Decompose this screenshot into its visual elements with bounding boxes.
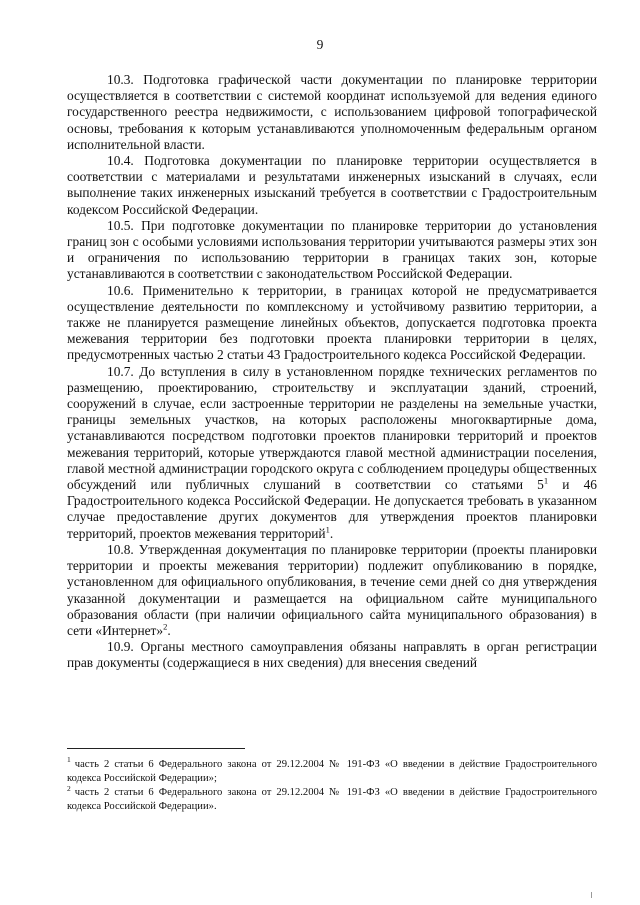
- paragraph-10-3: [67, 72, 597, 153]
- page-number: 9: [316, 37, 324, 52]
- paragraph-text: 10.9. Органы местного самоуправления обязаны направлять в орган регистрации прав документы (содержащиеся в них сведения) для внесения сведений: [67, 639, 597, 671]
- paragraph-text: 10.7. До вступления в силу в установленном порядке технических регламентов по размещению, проектированию, строительству и эксплуатации зданий, строений, сооружений в случае, если застроенные территории не разделены на земельные участки, границы земельных участков, на которых расположены многоквартирные дома, устанавливаются посредством подготовки проектов планировки территорий и проектов межевания территорий, которые утверждаются главой местной администрации поселения, главой местной администрации городского округа с соблюдением процедуры общественных обсуждений или публичных слушаний в соответствии со статьями 5: [67, 363, 597, 493]
- footnote-mark: 1: [67, 755, 71, 765]
- paragraph-10-9: [67, 639, 597, 671]
- document-body: [67, 72, 597, 672]
- paragraph-text: 10.3. Подготовка графической части документации по планировке территории осуществляется в соответствии с системой координат используемой для ведения единого государственного реестра недвижимости, с использованием цифровой топографической основы, требования к которым устанавливаются уполномоченным федеральным органом исполнительной власти.: [67, 72, 597, 152]
- article-superscript: 1: [543, 475, 549, 486]
- footnote-text: часть 2 статьи 6 Федерального закона от 29.12.2004 № 191-ФЗ «О введении в действие Градостроительного кодекса Российской Федерации».: [67, 787, 597, 812]
- paragraph-end: .: [167, 622, 171, 638]
- paragraph-end: .: [329, 525, 334, 541]
- paragraph-10-7: [67, 364, 597, 542]
- paragraph-10-5: [67, 218, 597, 283]
- paragraph-text: 10.4. Подготовка документации по планировке территории осуществляется в соответствии с материалами и результатами инженерных изысканий в случаях, если выполнение таких инженерных изысканий требуется в соответствии с Градостроительным кодексом Российской Федерации.: [67, 153, 597, 217]
- paragraph-text: 10.8. Утвержденная документация по планировке территории (проекты планировки территории и проекты межевания территории) подлежит опубликованию в порядке, установленном для официального опубликования, в течение семи дней со дня утверждения указанной документации и размещается на официальном сайте муниципального образования области (при наличии официального сайта муниципального образования) в сети «Интернет»: [67, 541, 597, 638]
- footnote-text: часть 2 статьи 6 Федерального закона от 29.12.2004 № 191-ФЗ «О введении в действие Градостроительного кодекса Российской Федерации»;: [67, 759, 597, 784]
- footnote-mark: 2: [67, 783, 71, 793]
- paragraph-10-6: [67, 283, 597, 364]
- paragraph-10-8: [67, 542, 597, 639]
- paragraph-10-4: [67, 153, 597, 218]
- footnote-1: [67, 755, 597, 785]
- footnotes-section: [67, 755, 597, 814]
- footnote-reference-2[interactable]: 2: [163, 621, 168, 632]
- footnote-reference-1[interactable]: 1: [325, 524, 330, 535]
- footnote-separator: [67, 748, 245, 749]
- footnote-2: [67, 783, 597, 813]
- paragraph-text: 10.5. При подготовке документации по планировке территории до установления границ зон с особыми условиями использования территории учитываются размеры этих зон и ограничения по использованию территории в границах таких зон, которые устанавливаются в соответствии с законодательством Российской Федерации.: [67, 217, 597, 282]
- paragraph-text-continued: и 46 Градостроительного кодекса Российской Федерации. Не допускается требовать в указанном случае предоставление других документов для утверждения проектов планировки территорий, проектов межевания территорий: [67, 477, 597, 541]
- scan-artifact-mark: [591, 892, 592, 898]
- paragraph-text: 10.6. Применительно к территории, в границах которой не предусматривается осуществление деятельности по комплексному и устойчивому развитию территории, а также не планируется размещение линейных объектов, допускается подготовка проекта межевания территории без подготовки проекта планировки территории в целях, предусмотренных частью 2 статьи 43 Градостроительного кодекса Российской Федерации.: [67, 282, 597, 363]
